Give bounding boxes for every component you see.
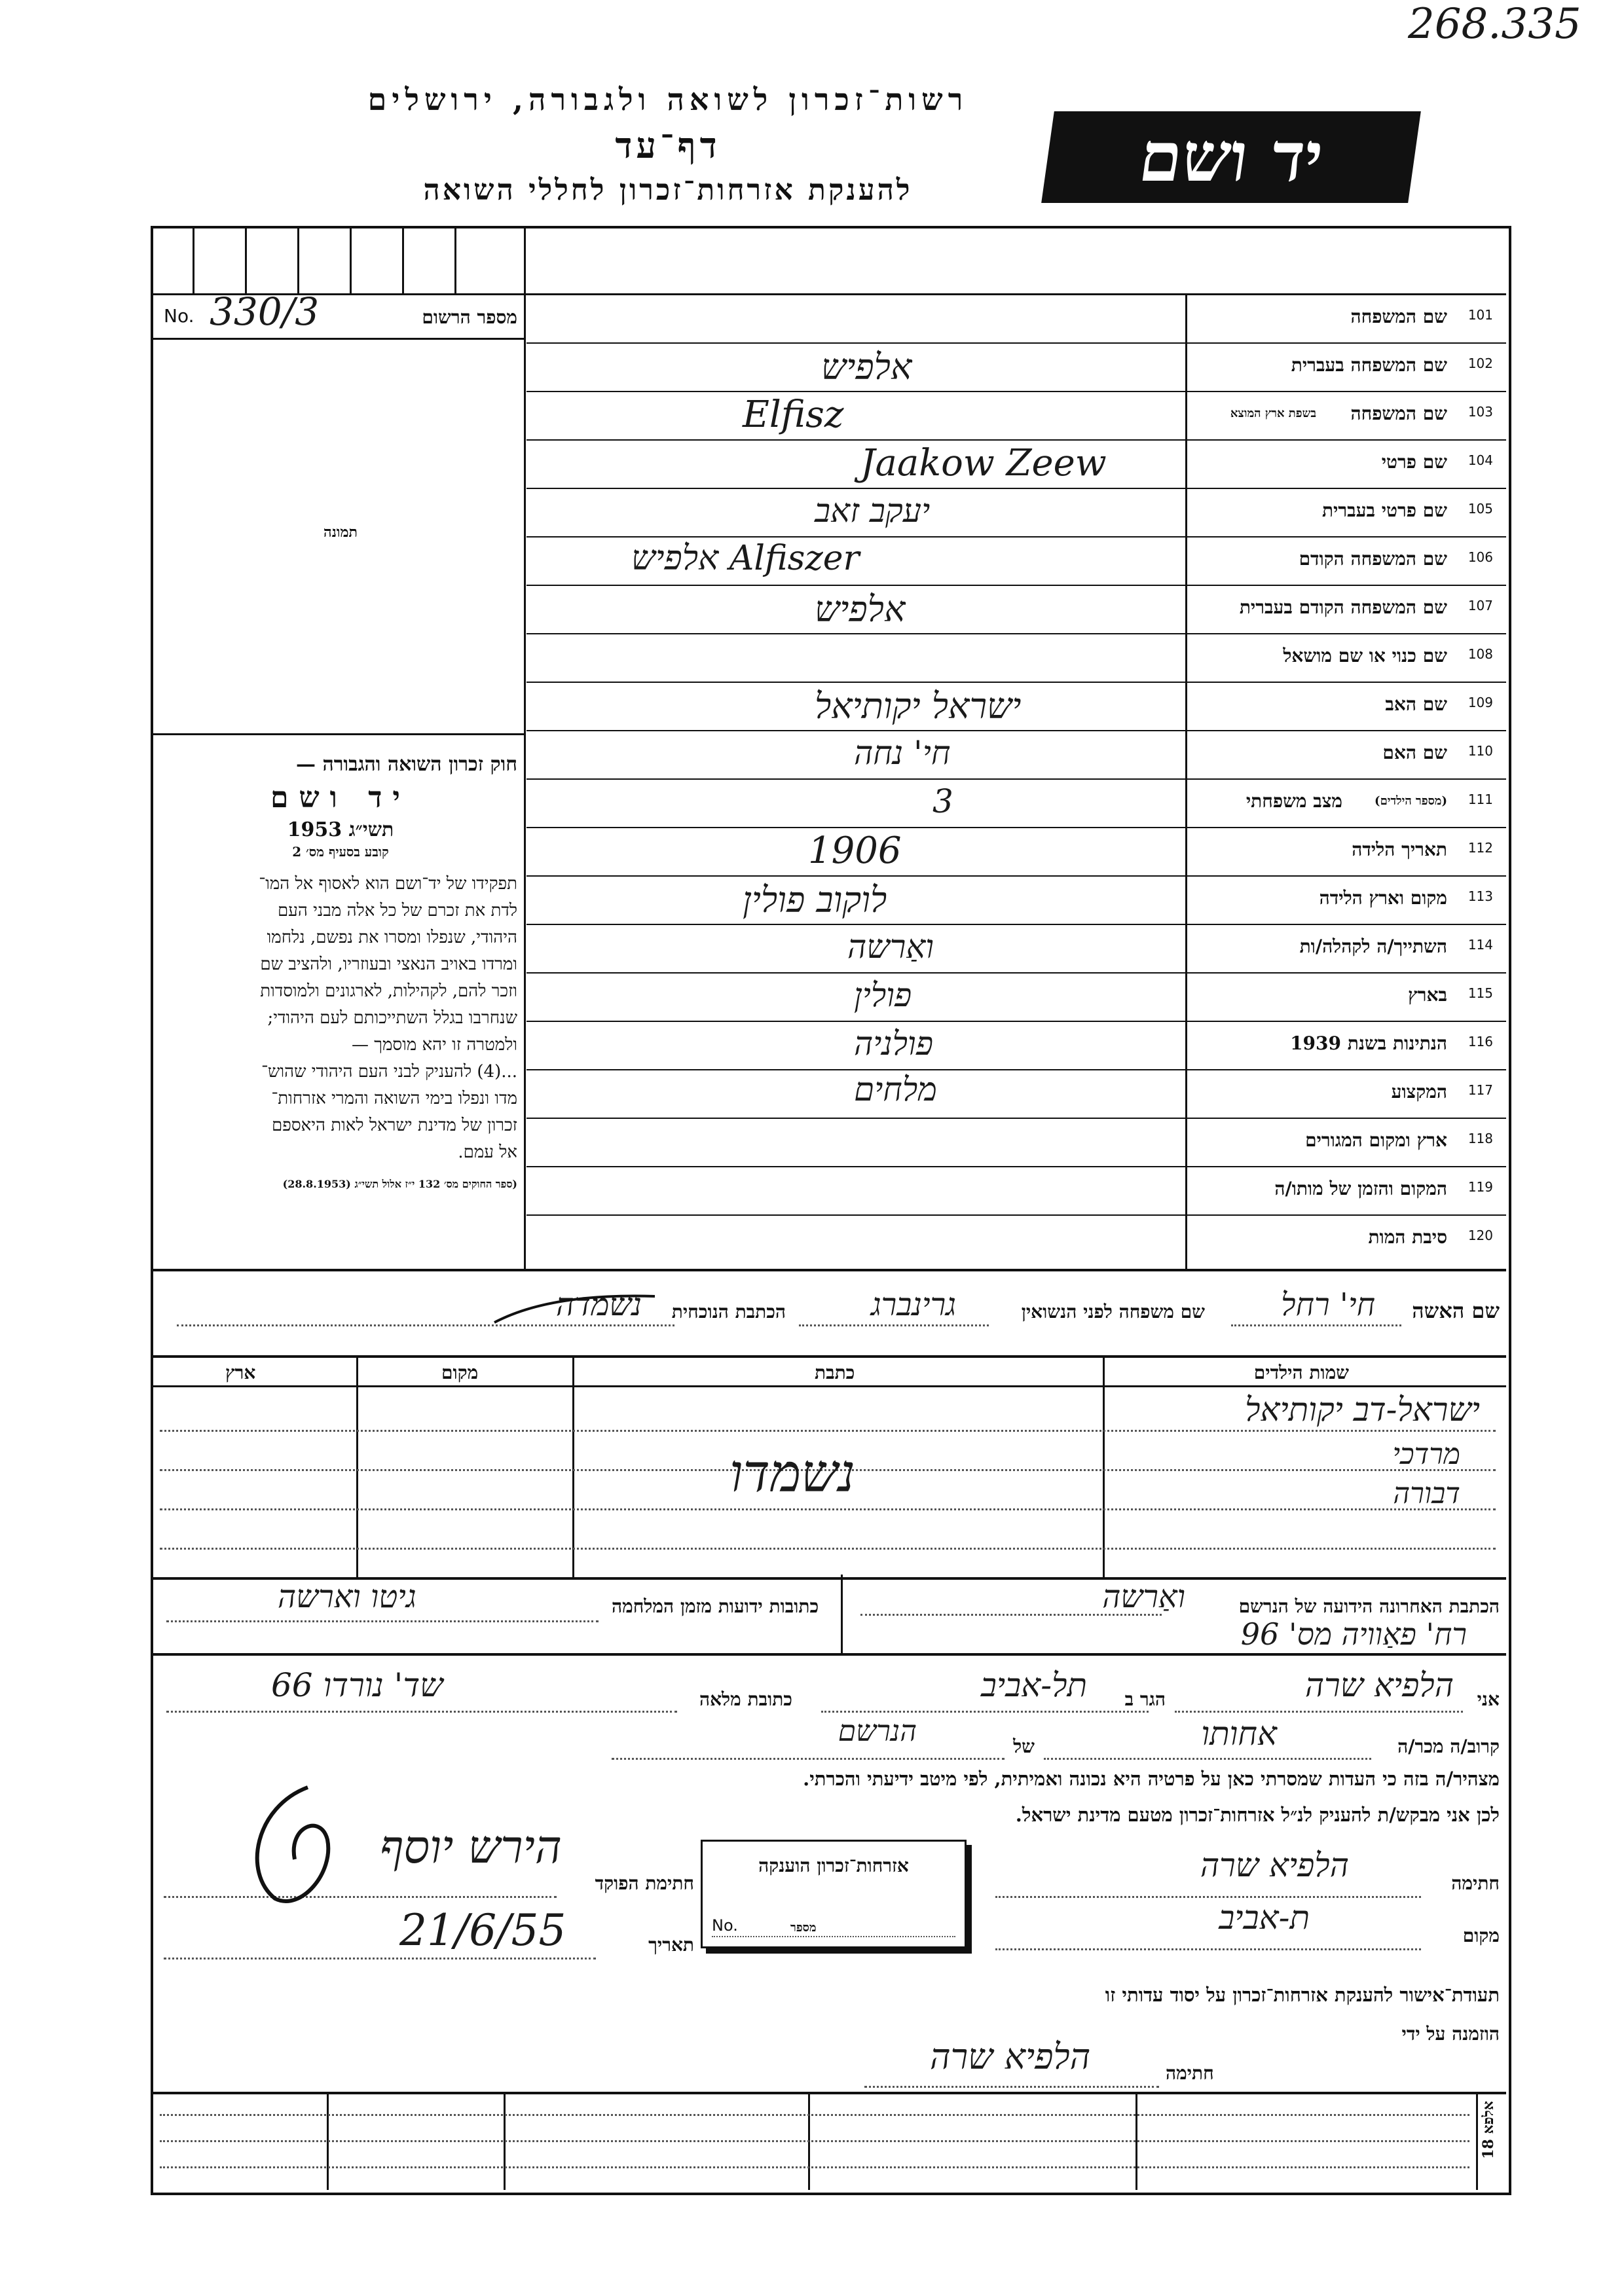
law-line: תפקידו של יד־ושם הוא לאסוף אל המו־ bbox=[259, 874, 517, 894]
field-value: פולין bbox=[854, 976, 912, 1014]
last-known-address-value-2: רח' פאַוויה מס' 96 bbox=[1240, 1616, 1467, 1652]
signature-value: הלפיא שרה bbox=[1200, 1846, 1349, 1884]
law-line: ...(4) להעניק לבני העם היהודי שהוש־ bbox=[261, 1062, 517, 1082]
field-label: תאריך הלידה bbox=[1352, 839, 1447, 860]
header-names: שמות הילדים bbox=[1253, 1362, 1349, 1383]
field-label: המקצוע bbox=[1391, 1081, 1447, 1102]
fields-bottom bbox=[153, 1269, 1506, 1271]
field-label: מצב משפחתי bbox=[1246, 790, 1342, 812]
field-number: 117 bbox=[1467, 1082, 1493, 1098]
field-label: שם המשפחה הקודם bbox=[1299, 548, 1447, 570]
strike-line bbox=[491, 1286, 661, 1326]
field-number: 119 bbox=[1467, 1179, 1493, 1195]
law-line: ולמטרה זו יהא מוסמך — bbox=[351, 1035, 517, 1055]
field-row-120 bbox=[526, 1214, 1506, 1267]
field-number: 106 bbox=[1467, 549, 1493, 565]
field-row-107 bbox=[526, 585, 1506, 634]
law-year: תשי״ג 1953 bbox=[287, 818, 394, 841]
of-value: הנרשם bbox=[838, 1715, 917, 1748]
field-label-small: (מספר הילדים) bbox=[1375, 794, 1447, 808]
full-address-value: שד' נורדו 66 bbox=[271, 1666, 443, 1704]
field-row-103 bbox=[526, 391, 1506, 441]
children-table bbox=[153, 1355, 1506, 1580]
resides-label: הגר ב bbox=[1124, 1688, 1166, 1710]
field-number: 114 bbox=[1467, 937, 1493, 953]
field-number: 107 bbox=[1467, 598, 1493, 613]
law-name: יד ושם bbox=[270, 781, 411, 814]
field-number: 115 bbox=[1467, 985, 1493, 1001]
certificate-signature-value: הלפיא שרה bbox=[930, 2036, 1091, 2077]
field-number: 104 bbox=[1467, 452, 1493, 468]
certificate-line-1: תעודת־אישור להענקת אזרחות־זכרון על יסוד עדותי זו bbox=[1105, 1984, 1500, 2006]
registration-number-value: 330/3 bbox=[210, 289, 320, 334]
field-label-small: בשפת ארץ המוצא bbox=[1230, 407, 1316, 420]
maiden-name-value: גרינברג bbox=[870, 1286, 956, 1323]
field-number: 111 bbox=[1467, 792, 1493, 807]
child-name: ישראל-דב יקותיאל bbox=[1245, 1391, 1480, 1429]
header-place: מקום bbox=[441, 1362, 479, 1383]
field-label: סיבת המות bbox=[1368, 1226, 1447, 1248]
side-print: אלפא 18 bbox=[1480, 2101, 1497, 2159]
maiden-name-label: שם משפחה לפני הנשואין bbox=[1021, 1301, 1205, 1322]
law-line: אל עמם. bbox=[458, 1142, 517, 1162]
field-row-115 bbox=[526, 972, 1506, 1022]
law-line: לדת את זכרם של כל אלה מבני העם bbox=[277, 901, 517, 920]
child-name: מרדכי bbox=[1392, 1438, 1460, 1471]
place-value: ת-אביב bbox=[1219, 1899, 1310, 1937]
field-number: 105 bbox=[1467, 501, 1493, 517]
place-row bbox=[982, 1899, 1500, 1951]
form-title: דף־עד bbox=[615, 124, 721, 166]
relation-value: אחותו bbox=[1201, 1715, 1277, 1753]
field-label: שם המשפחה bbox=[1350, 403, 1447, 424]
registration-number bbox=[164, 289, 517, 334]
header-country: ארץ bbox=[225, 1362, 256, 1383]
field-label: השתייך/ה לקהלה/ות bbox=[1299, 936, 1447, 957]
officer-signature bbox=[164, 1820, 694, 1905]
last-known-address-label: הכתבת האחרונה הידועה של הנרשם bbox=[1238, 1595, 1500, 1617]
top-grid bbox=[153, 228, 526, 294]
citizenship-no-label: No. bbox=[712, 1916, 738, 1935]
law-text bbox=[164, 871, 517, 1166]
field-value: 1906 bbox=[808, 829, 902, 872]
officer-signature-label: חתימת הפוקד bbox=[595, 1872, 694, 1894]
officer-signature-flourish bbox=[229, 1781, 347, 1912]
field-label: שם המשפחה בעברית bbox=[1291, 354, 1447, 376]
field-value: חי' נחה bbox=[854, 734, 951, 772]
place-label: מקום bbox=[1462, 1925, 1500, 1946]
war-addresses-value: גיטו וארשה bbox=[278, 1578, 416, 1615]
law-line: מדו ונפלו בימי השואה והמרי אזרחות־ bbox=[271, 1089, 517, 1108]
war-addresses-label: כתובות ידועות מזמן המלחמה bbox=[612, 1595, 819, 1617]
field-number: 102 bbox=[1467, 355, 1493, 371]
law-line: שנחרבו בגלל השתייכותם לעם היהודי; bbox=[267, 1008, 517, 1028]
ani-label: אני bbox=[1477, 1688, 1500, 1710]
field-value: אלפיש Alfiszer bbox=[631, 539, 860, 578]
last-known-address-value: ואַרשה bbox=[1102, 1578, 1185, 1615]
full-address-label: כתובת מלאה bbox=[699, 1688, 792, 1710]
children-address-note: נשמדו bbox=[729, 1443, 855, 1504]
registration-number-label: מספר הרשום bbox=[422, 306, 517, 328]
officer-date-label: תאריך bbox=[648, 1934, 694, 1956]
registration-no-label: No. bbox=[164, 305, 194, 327]
officer-date bbox=[164, 1905, 694, 1964]
resides-value: תל-אביב bbox=[980, 1666, 1087, 1704]
logo-text: יד ושם bbox=[1134, 117, 1329, 197]
field-value: אלפיש bbox=[821, 346, 912, 388]
field-number: 103 bbox=[1467, 404, 1493, 420]
law-title: חוק זכרון השואה והגבורה — bbox=[296, 753, 517, 776]
left-column-divider bbox=[524, 228, 526, 1269]
declaration-line-1: מצהיר/ה בזה כי העדות שמסרתי כאן על פרטיה היא נכונה ואמיתית, לפי מיטב ידיעתי והכרתי. bbox=[803, 1768, 1500, 1790]
field-value: ישראל יקותיאל bbox=[815, 685, 1022, 727]
fields-area bbox=[526, 294, 1506, 1269]
reg-row-bottom bbox=[153, 338, 525, 340]
field-row-114 bbox=[526, 924, 1506, 974]
law-box bbox=[164, 753, 517, 1191]
field-row-105 bbox=[526, 488, 1506, 538]
field-label: הנתינות בשנת 1939 bbox=[1290, 1032, 1447, 1054]
bottom-grid bbox=[153, 2094, 1506, 2190]
law-footnote: (ספר החוקים מס׳ 132 י״ז אלול תשי״ג (28.8.1953) bbox=[282, 1178, 517, 1190]
field-value: פולניה bbox=[854, 1025, 934, 1063]
field-number: 110 bbox=[1467, 743, 1493, 759]
field-number: 101 bbox=[1467, 307, 1493, 323]
signature-row bbox=[982, 1846, 1500, 1899]
law-line: זכרון של מדינת ישראל לאות היאספם bbox=[272, 1116, 517, 1135]
header-address: כתבת bbox=[815, 1362, 855, 1383]
field-number: 116 bbox=[1467, 1034, 1493, 1049]
field-label: שם כנוי או שם מושאל bbox=[1283, 645, 1447, 666]
citizenship-box bbox=[701, 1840, 967, 1948]
field-label: שם המשפחה הקודם בעברית bbox=[1239, 596, 1447, 618]
photo-label: תמונה bbox=[323, 524, 358, 541]
field-number: 112 bbox=[1467, 840, 1493, 856]
field-value: מלחים bbox=[854, 1070, 937, 1108]
law-clause: קובע בסעיף מס׳ 2 bbox=[292, 844, 389, 860]
field-row-119 bbox=[526, 1166, 1506, 1216]
field-row-112 bbox=[526, 827, 1506, 877]
field-row-111 bbox=[526, 778, 1506, 828]
child-name: דבורה bbox=[1393, 1477, 1460, 1510]
field-number: 120 bbox=[1467, 1228, 1493, 1243]
field-value: יעקב זאב bbox=[815, 492, 931, 530]
certificate-line-2: הוזמנה על ידי bbox=[1401, 2023, 1500, 2045]
certificate-signature bbox=[851, 2036, 1388, 2088]
relation-label: קרוב/ה מכר/ה bbox=[1397, 1736, 1500, 1757]
field-number: 109 bbox=[1467, 695, 1493, 710]
field-number: 118 bbox=[1467, 1131, 1493, 1146]
wife-row bbox=[164, 1286, 1500, 1332]
field-label: ארץ ומקום המגורים bbox=[1305, 1129, 1447, 1151]
law-box-top bbox=[153, 733, 525, 735]
field-label: בארץ bbox=[1408, 984, 1447, 1006]
wife-value: חי' רחל bbox=[1281, 1286, 1375, 1323]
citizenship-box-title: אזרחות־זכרון הוענקה bbox=[758, 1855, 909, 1876]
institution-line: רשות־זכרון לשואה ולגבורה, ירושלים bbox=[367, 82, 969, 117]
field-row-116 bbox=[526, 1021, 1506, 1070]
signature-label: חתימה bbox=[1451, 1872, 1500, 1894]
field-value: לוקוב פולין bbox=[743, 879, 887, 920]
form-subtitle: להענקת אזרחות־זכרון לחללי השואה bbox=[423, 173, 913, 207]
of-label: של bbox=[1013, 1736, 1035, 1757]
field-value: Elfisz bbox=[743, 393, 844, 436]
field-value: Jaakow Zeew bbox=[860, 442, 1107, 484]
field-label: שם האב bbox=[1385, 693, 1447, 715]
field-row-104 bbox=[526, 439, 1506, 489]
declaration-line-2: לכן אני מבקש/ת להעניק לנ״ל אזרחות־זכרון מטעם מדינת ישראל. bbox=[1015, 1804, 1500, 1826]
field-row-106 bbox=[526, 536, 1506, 586]
field-row-113 bbox=[526, 875, 1506, 925]
declarant-row bbox=[153, 1666, 1506, 1719]
field-label: מקום וארץ הלידה bbox=[1319, 887, 1447, 909]
law-line: ומרדו באויב הנאצי ובעוזריו, ולהציב שם bbox=[260, 955, 517, 974]
field-number: 113 bbox=[1467, 888, 1493, 904]
field-label: המקום והזמן של מותו/ה bbox=[1274, 1178, 1447, 1199]
officer-signature-value: הירש יוסף bbox=[380, 1820, 562, 1874]
law-line: היהודי, שנפלו ומסרו את נפשם, נלחמו bbox=[267, 928, 517, 947]
addresses-row bbox=[153, 1575, 1506, 1656]
ani-value: הלפיא שרה bbox=[1304, 1666, 1454, 1704]
field-label: שם פרטי בעברית bbox=[1321, 500, 1447, 521]
field-number: 108 bbox=[1467, 646, 1493, 662]
field-value: אלפיש bbox=[815, 589, 906, 630]
wife-label: שם האשה bbox=[1412, 1298, 1500, 1323]
current-address-label: הכתבת הנוכחית bbox=[671, 1301, 786, 1322]
yad-vashem-logo bbox=[1041, 111, 1421, 203]
field-row-117 bbox=[526, 1069, 1506, 1119]
corner-reference-number: 268.335 bbox=[1408, 0, 1581, 48]
field-label: שם המשפחה bbox=[1350, 306, 1447, 327]
field-value: ואַרשה bbox=[847, 928, 934, 966]
field-value: 3 bbox=[932, 782, 953, 820]
citizenship-number-label: מספר bbox=[790, 1921, 817, 1935]
field-row-108 bbox=[526, 633, 1506, 683]
field-label: שם האם bbox=[1382, 742, 1447, 763]
field-row-109 bbox=[526, 682, 1506, 731]
field-row-101 bbox=[526, 294, 1506, 344]
field-row-118 bbox=[526, 1118, 1506, 1167]
field-label: שם פרטי bbox=[1381, 451, 1447, 473]
field-row-102 bbox=[526, 342, 1506, 392]
field-row-110 bbox=[526, 730, 1506, 780]
certificate-signature-label: חתימה bbox=[1166, 2062, 1214, 2084]
relation-row bbox=[153, 1715, 1506, 1764]
current-address-value: נשמדה bbox=[556, 1286, 642, 1323]
law-line: וזכר להם, לקהילות, לארגונים ולמוסדות bbox=[260, 981, 517, 1001]
officer-date-value: 21/6/55 bbox=[399, 1905, 566, 1956]
